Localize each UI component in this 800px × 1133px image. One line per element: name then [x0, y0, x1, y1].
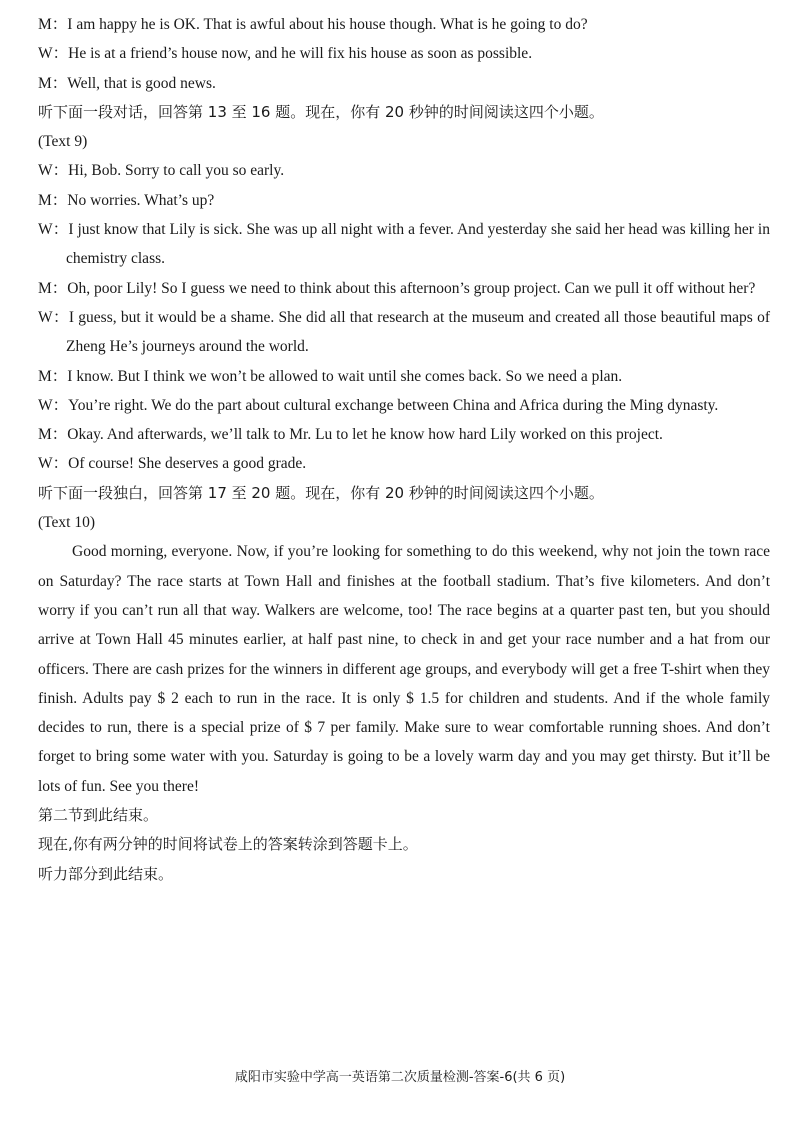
- dialogue-line: [38, 39, 770, 68]
- instruction-text: 听下面一段独白，回答第 17 至 20 题。现在，你有 20 秒钟的时间阅读这四个小题。: [38, 483, 604, 502]
- dialogue-text: Hi, Bob. Sorry to call you so early.: [68, 162, 285, 180]
- dialogue-text: No worries. What’s up?: [67, 191, 215, 209]
- dialogue-line: [38, 303, 770, 362]
- dialogue-text: He is at a friend’s house now, and he will fix his house as soon as possible.: [68, 45, 533, 63]
- dialogue-text: Okay. And afterwards, we’ll talk to Mr. Lu to let he know how hard Lily worked on this project.: [67, 426, 663, 444]
- monologue-paragraph: Good morning, everyone. Now, if you’re looking for something to do this weekend, why not join the town race on Saturday? The race starts at Town Hall and finishes at the football stadium. That’s five kilometers. And don’t worry if you can’t run all that way. Walkers are welcome, too! The race begins at a quarter past ten, but you should arrive at Town Hall 45 minutes earlier, at half past nine, to check in and get your race number and a hat from our officers. There are cash prizes for the winners in different age groups, and everybody will get a free T-shirt when they finish. Adults pay $ 2 each to run in the race. It is only $ 1.5 for children and students. And if the whole family decides to run, there is a special prize of $ 7 per family. Make sure to wear comfortable running shoes. And don’t forget to bring some water with you. Saturday is going to be a lovely warm day and you may get thirsty. But it’ll be lots of fun. See you there!: [38, 543, 770, 795]
- dialogue-line: [38, 420, 770, 449]
- speaker-label: M：: [38, 426, 68, 444]
- speaker-label: M：: [38, 367, 68, 385]
- dialogue-text: I just know that Lily is sick. She was up all night with a fever. And yesterday she said her head was killing her in chemistry class.: [66, 221, 770, 268]
- dialogue-line: [38, 69, 770, 98]
- text-label: (Text 10): [38, 514, 96, 532]
- speaker-label: M：: [38, 16, 68, 33]
- dialogue-text: I guess, but it would be a shame. She did all that research at the museum and created all those beautiful maps of Zheng He’s journeys around the world.: [66, 308, 770, 356]
- dialogue-text: Oh, poor Lily! So I guess we need to think about this afternoon’s group project. Can we pull it off without her?: [67, 279, 756, 297]
- closing-line: 现在,你有两分钟的时间将试卷上的答案转涂到答题卡上。: [38, 835, 418, 854]
- dialogue-line: [38, 186, 770, 215]
- speaker-label: M：: [38, 279, 68, 297]
- dialogue-line: [38, 362, 770, 391]
- dialogue-line: [38, 449, 770, 478]
- dialogue-text: You’re right. We do the part about cultural exchange between China and Africa during the Ming dynasty.: [68, 396, 719, 414]
- closing-line: 听力部分到此结束。: [38, 864, 174, 883]
- speaker-label: W：: [38, 221, 69, 239]
- dialogue-text: I know. But I think we won’t be allowed to wait until she comes back. So we need a plan.: [67, 367, 623, 385]
- text-label: (Text 9): [38, 133, 88, 151]
- dialogue-line: [38, 391, 770, 420]
- speaker-label: W：: [38, 162, 69, 180]
- instruction-text: 听下面一段对话，回答第 13 至 16 题。现在，你有 20 秒钟的时间阅读这四个小题。: [38, 102, 604, 121]
- closing-line: 第二节到此结束。: [38, 806, 159, 825]
- dialogue-line: [38, 215, 770, 274]
- speaker-label: W：: [38, 396, 69, 414]
- dialogue-line: [38, 274, 770, 303]
- page-footer: 咸阳市实验中学高一英语第二次质量检测-答案-6(共 6 页): [234, 1070, 566, 1085]
- speaker-label: M：: [38, 191, 68, 209]
- dialogue-line: [38, 10, 770, 39]
- speaker-label: W：: [38, 308, 69, 326]
- speaker-label: W：: [38, 45, 69, 63]
- speaker-label: W：: [38, 455, 69, 473]
- dialogue-text: Of course! She deserves a good grade.: [68, 455, 307, 473]
- speaker-label: M：: [38, 74, 68, 92]
- dialogue-text: Well, that is good news.: [67, 74, 216, 92]
- page-content: [38, 10, 770, 889]
- dialogue-text: I am happy he is OK. That is awful about his house though. What is he going to do?: [67, 16, 588, 33]
- dialogue-line: [38, 156, 770, 185]
